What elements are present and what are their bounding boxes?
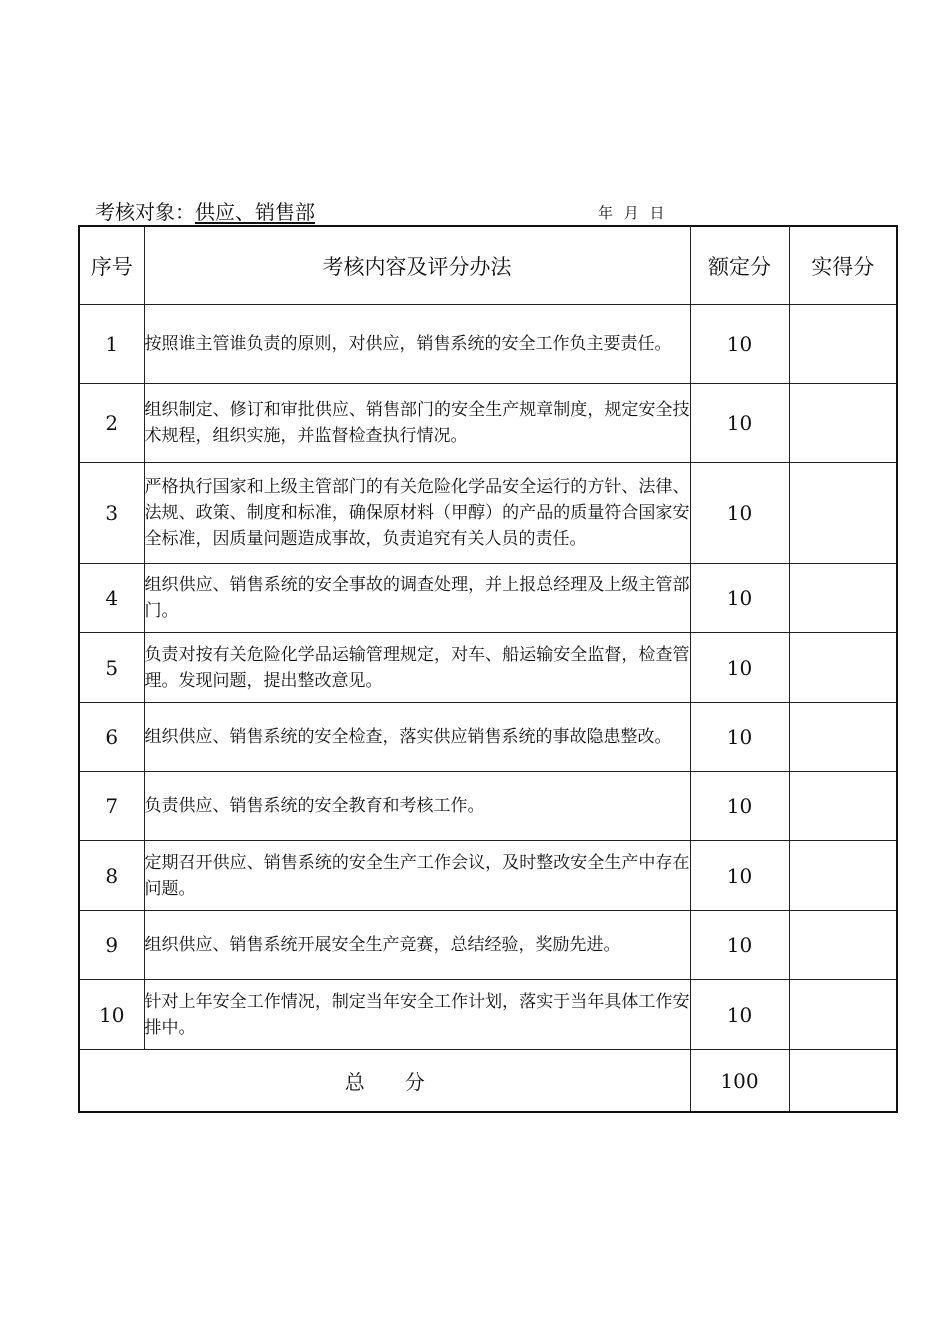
row-actual-score[interactable] <box>789 463 897 564</box>
assessment-target <box>95 199 315 225</box>
table-row <box>79 384 897 463</box>
table-row <box>79 703 897 772</box>
total-quota: 100 <box>690 1050 789 1113</box>
table-row <box>79 980 897 1050</box>
row-content: 负责对按有关危险化学品运输管理规定，对车、船运输安全监督，检查管理。发现问题，提出整改意见。 <box>144 633 690 703</box>
row-content: 针对上年安全工作情况，制定当年安全工作计划，落实于当年具体工作安排中。 <box>144 980 690 1050</box>
row-content: 负责供应、销售系统的安全教育和考核工作。 <box>144 772 690 841</box>
row-actual-score[interactable] <box>789 305 897 384</box>
row-number: 9 <box>79 911 144 980</box>
row-number: 3 <box>79 463 144 564</box>
total-actual-score[interactable] <box>789 1050 897 1113</box>
row-actual-score[interactable] <box>789 911 897 980</box>
row-quota: 10 <box>690 841 789 911</box>
row-quota: 10 <box>690 980 789 1050</box>
row-number: 4 <box>79 564 144 633</box>
assessment-table <box>78 225 898 1113</box>
row-quota: 10 <box>690 384 789 463</box>
row-actual-score[interactable] <box>789 384 897 463</box>
table-row <box>79 633 897 703</box>
row-number: 7 <box>79 772 144 841</box>
row-number: 2 <box>79 384 144 463</box>
row-quota: 10 <box>690 463 789 564</box>
column-header-quota: 额定分 <box>690 226 789 305</box>
row-actual-score[interactable] <box>789 980 897 1050</box>
row-content: 组织供应、销售系统的安全事故的调查处理，并上报总经理及上级主管部门。 <box>144 564 690 633</box>
table-header-row <box>79 226 897 305</box>
total-label: 总 分 <box>79 1050 690 1113</box>
column-header-actual: 实得分 <box>789 226 897 305</box>
table-row <box>79 305 897 384</box>
table-row <box>79 841 897 911</box>
row-quota: 10 <box>690 911 789 980</box>
row-actual-score[interactable] <box>789 633 897 703</box>
assessment-target-value: 供应、销售部 <box>195 200 315 224</box>
column-header-no: 序号 <box>79 226 144 305</box>
total-row <box>79 1050 897 1113</box>
row-content: 严格执行国家和上级主管部门的有关危险化学品安全运行的方针、法律、法规、政策、制度和标准，确保原材料（甲醇）的产品的质量符合国家安全标准，因质量问题造成事故，负责追究有关人员的责任。 <box>144 463 690 564</box>
table-row <box>79 564 897 633</box>
row-actual-score[interactable] <box>789 841 897 911</box>
row-quota: 10 <box>690 633 789 703</box>
column-header-content: 考核内容及评分办法 <box>144 226 690 305</box>
table-row <box>79 772 897 841</box>
row-number: 6 <box>79 703 144 772</box>
row-content: 组织供应、销售系统开展安全生产竞赛，总结经验，奖励先进。 <box>144 911 690 980</box>
row-content: 按照谁主管谁负责的原则，对供应，销售系统的安全工作负主要责任。 <box>144 305 690 384</box>
row-number: 5 <box>79 633 144 703</box>
row-quota: 10 <box>690 772 789 841</box>
table-row <box>79 463 897 564</box>
table-row <box>79 911 897 980</box>
row-quota: 10 <box>690 305 789 384</box>
row-number: 8 <box>79 841 144 911</box>
date-label: 年 月 日 <box>598 204 668 222</box>
row-content: 组织供应、销售系统的安全检查，落实供应销售系统的事故隐患整改。 <box>144 703 690 772</box>
row-quota: 10 <box>690 564 789 633</box>
row-actual-score[interactable] <box>789 564 897 633</box>
assessment-target-label: 考核对象： <box>95 200 195 224</box>
row-content: 定期召开供应、销售系统的安全生产工作会议，及时整改安全生产中存在问题。 <box>144 841 690 911</box>
row-quota: 10 <box>690 703 789 772</box>
row-actual-score[interactable] <box>789 772 897 841</box>
row-number: 10 <box>79 980 144 1050</box>
row-number: 1 <box>79 305 144 384</box>
row-actual-score[interactable] <box>789 703 897 772</box>
row-content: 组织制定、修订和审批供应、销售部门的安全生产规章制度，规定安全技术规程，组织实施，并监督检查执行情况。 <box>144 384 690 463</box>
header-line <box>95 199 895 225</box>
